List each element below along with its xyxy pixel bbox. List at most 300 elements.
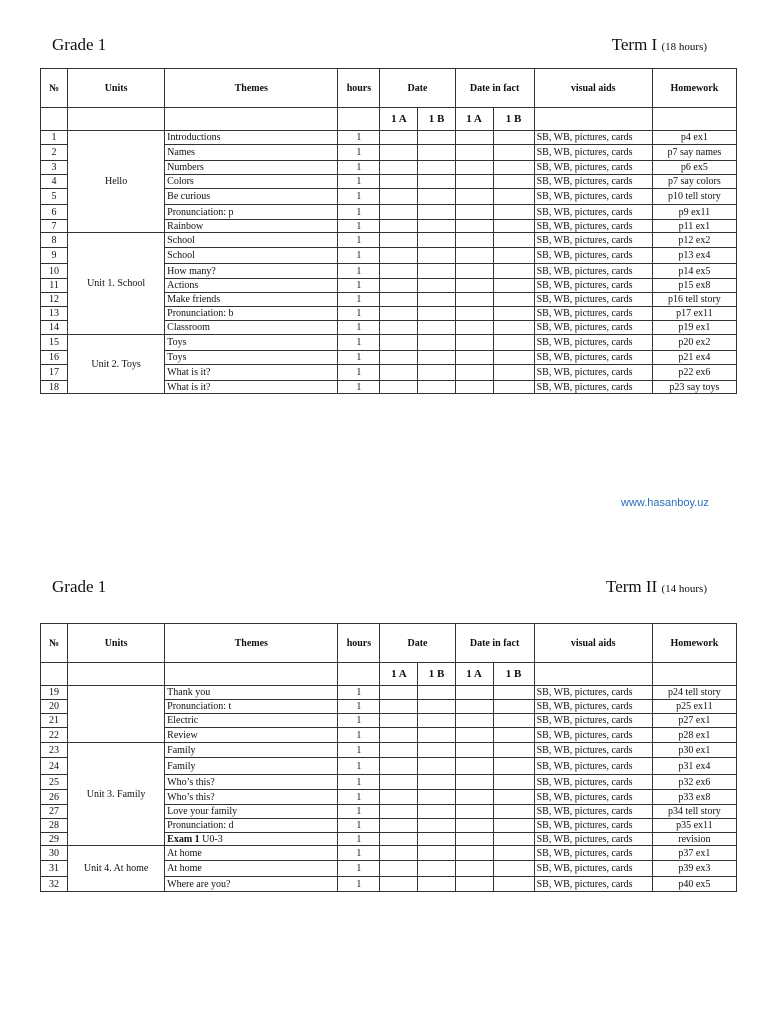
homework: p6 ex5 — [652, 161, 736, 175]
date-cell[interactable] — [455, 714, 493, 728]
date-cell[interactable] — [380, 714, 418, 728]
date-cell[interactable] — [380, 790, 418, 805]
date-cell[interactable] — [455, 189, 493, 205]
date-cell[interactable] — [493, 351, 534, 365]
subheader-row — [41, 663, 737, 686]
lesson-hours: 1 — [338, 805, 380, 819]
lesson-theme: Numbers — [165, 161, 338, 175]
lesson-theme: Classroom — [165, 321, 338, 335]
grade-title: Grade 1 — [52, 577, 107, 596]
date-cell[interactable] — [418, 775, 455, 790]
date-cell[interactable] — [493, 175, 534, 189]
homework: p27 ex1 — [652, 714, 736, 728]
blank-cell — [338, 108, 380, 131]
visual-aids: SB, WB, pictures, cards — [534, 381, 652, 394]
date-cell[interactable] — [455, 381, 493, 394]
blank-cell — [652, 108, 736, 131]
date-cell[interactable] — [493, 743, 534, 758]
date-cell[interactable] — [455, 233, 493, 248]
unit-name: Unit 1. School — [68, 233, 165, 335]
visual-aids: SB, WB, pictures, cards — [534, 833, 652, 846]
lesson-number: 15 — [41, 335, 68, 351]
blank-cell — [534, 663, 652, 686]
date-cell[interactable] — [493, 279, 534, 293]
blank-cell — [68, 663, 165, 686]
date-cell[interactable] — [418, 205, 455, 220]
date-cell[interactable] — [380, 321, 418, 335]
date-cell[interactable] — [455, 805, 493, 819]
lesson-theme: Thank you — [165, 686, 338, 700]
date-cell[interactable] — [493, 728, 534, 743]
date-cell[interactable] — [455, 248, 493, 264]
homework: p10 tell story — [652, 189, 736, 205]
visual-aids: SB, WB, pictures, cards — [534, 264, 652, 279]
date-cell[interactable] — [380, 381, 418, 394]
homework-header: Homework — [652, 69, 736, 108]
date-cell[interactable] — [418, 351, 455, 365]
visual-aids: SB, WB, pictures, cards — [534, 131, 652, 145]
class-subheader: 1 B — [493, 108, 534, 131]
date-cell[interactable] — [418, 145, 455, 161]
lesson-hours: 1 — [338, 861, 380, 877]
date-cell[interactable] — [455, 175, 493, 189]
date-cell[interactable] — [493, 714, 534, 728]
date-cell[interactable] — [493, 264, 534, 279]
homework: p30 ex1 — [652, 743, 736, 758]
term-label: Term I — [611, 35, 658, 54]
date-cell[interactable] — [455, 846, 493, 861]
date-cell[interactable] — [455, 833, 493, 846]
date-cell[interactable] — [380, 248, 418, 264]
hours-header: hours — [338, 69, 380, 108]
date-cell[interactable] — [380, 175, 418, 189]
visual-aids: SB, WB, pictures, cards — [534, 877, 652, 892]
date-cell[interactable] — [455, 131, 493, 145]
date-cell[interactable] — [418, 805, 455, 819]
date-cell[interactable] — [380, 351, 418, 365]
lesson-theme: What is it? — [165, 365, 338, 381]
date-cell[interactable] — [380, 861, 418, 877]
unit-name — [68, 686, 165, 743]
date-cell[interactable] — [493, 686, 534, 700]
lesson-number: 31 — [41, 861, 68, 877]
lesson-number: 8 — [41, 233, 68, 248]
subheader-row — [41, 108, 737, 131]
date-cell[interactable] — [455, 220, 493, 233]
lesson-hours: 1 — [338, 307, 380, 321]
date-cell[interactable] — [493, 805, 534, 819]
visual-aids: SB, WB, pictures, cards — [534, 161, 652, 175]
homework: p39 ex3 — [652, 861, 736, 877]
date-cell[interactable] — [493, 758, 534, 775]
visual-aids: SB, WB, pictures, cards — [534, 714, 652, 728]
date-cell[interactable] — [493, 233, 534, 248]
lesson-number: 16 — [41, 351, 68, 365]
class-subheader: 1 A — [380, 663, 418, 686]
lesson-theme: How many? — [165, 264, 338, 279]
date-cell[interactable] — [418, 293, 455, 307]
lesson-theme: Names — [165, 145, 338, 161]
date-cell[interactable] — [418, 307, 455, 321]
class-subheader: 1 A — [455, 108, 493, 131]
date-cell[interactable] — [493, 145, 534, 161]
lesson-number: 29 — [41, 833, 68, 846]
date-cell[interactable] — [380, 743, 418, 758]
lesson-number: 14 — [41, 321, 68, 335]
lesson-number: 19 — [41, 686, 68, 700]
date-cell[interactable] — [418, 743, 455, 758]
lesson-theme: Colors — [165, 175, 338, 189]
lesson-number: 13 — [41, 307, 68, 321]
date-cell[interactable] — [418, 846, 455, 861]
date-cell[interactable] — [418, 714, 455, 728]
lesson-hours: 1 — [338, 293, 380, 307]
date-cell[interactable] — [493, 161, 534, 175]
unit-name: Unit 4. At home — [68, 846, 165, 892]
lesson-number: 32 — [41, 877, 68, 892]
lesson-hours: 1 — [338, 381, 380, 394]
lesson-number: 30 — [41, 846, 68, 861]
lesson-plan-table — [40, 623, 737, 892]
date-cell[interactable] — [418, 233, 455, 248]
homework: p20 ex2 — [652, 335, 736, 351]
lesson-hours: 1 — [338, 161, 380, 175]
lesson-theme: Who’s this? — [165, 790, 338, 805]
date-cell[interactable] — [418, 686, 455, 700]
date-cell[interactable] — [380, 775, 418, 790]
homework: p9 ex11 — [652, 205, 736, 220]
homework: p40 ex5 — [652, 877, 736, 892]
lesson-number: 17 — [41, 365, 68, 381]
lesson-number: 26 — [41, 790, 68, 805]
date-cell[interactable] — [455, 728, 493, 743]
date-cell[interactable] — [380, 189, 418, 205]
date-cell[interactable] — [455, 293, 493, 307]
date-cell[interactable] — [418, 381, 455, 394]
class-subheader: 1 B — [493, 663, 534, 686]
lesson-hours: 1 — [338, 175, 380, 189]
date-cell[interactable] — [380, 293, 418, 307]
date-cell[interactable] — [493, 877, 534, 892]
lesson-number: 25 — [41, 775, 68, 790]
lesson-theme: Pronunciation: b — [165, 307, 338, 321]
date-cell[interactable] — [380, 145, 418, 161]
date-cell[interactable] — [493, 790, 534, 805]
date-cell[interactable] — [418, 161, 455, 175]
lesson-hours: 1 — [338, 758, 380, 775]
visual-aids: SB, WB, pictures, cards — [534, 686, 652, 700]
visual-aids: SB, WB, pictures, cards — [534, 700, 652, 714]
lesson-number: 11 — [41, 279, 68, 293]
date-cell[interactable] — [455, 790, 493, 805]
lesson-number: 1 — [41, 131, 68, 145]
date-cell[interactable] — [418, 321, 455, 335]
visual-aids: SB, WB, pictures, cards — [534, 365, 652, 381]
lesson-row — [41, 233, 737, 248]
lesson-hours: 1 — [338, 189, 380, 205]
homework: p13 ex4 — [652, 248, 736, 264]
date-cell[interactable] — [380, 365, 418, 381]
date-in-fact-header: Date in fact — [455, 69, 534, 108]
date-cell[interactable] — [380, 833, 418, 846]
lesson-theme: Be curious — [165, 189, 338, 205]
date-cell[interactable] — [455, 365, 493, 381]
lesson-row — [41, 846, 737, 861]
date-cell[interactable] — [455, 743, 493, 758]
date-cell[interactable] — [455, 775, 493, 790]
term-label: Term II — [606, 577, 658, 596]
lesson-hours: 1 — [338, 877, 380, 892]
lesson-number: 28 — [41, 819, 68, 833]
lesson-hours: 1 — [338, 248, 380, 264]
date-header: Date — [380, 69, 455, 108]
header-row — [41, 69, 737, 108]
date-cell[interactable] — [493, 819, 534, 833]
lesson-theme: Rainbow — [165, 220, 338, 233]
lesson-hours: 1 — [338, 365, 380, 381]
date-cell[interactable] — [380, 728, 418, 743]
visual-aids-header: visual aids — [534, 69, 652, 108]
date-cell[interactable] — [493, 248, 534, 264]
lesson-number: 7 — [41, 220, 68, 233]
lesson-theme: Toys — [165, 335, 338, 351]
date-cell[interactable] — [455, 351, 493, 365]
exam-label: Exam 1 — [167, 833, 200, 845]
date-cell[interactable] — [380, 335, 418, 351]
lesson-theme: School — [165, 233, 338, 248]
homework: p19 ex1 — [652, 321, 736, 335]
date-cell[interactable] — [380, 700, 418, 714]
homework: p4 ex1 — [652, 131, 736, 145]
lesson-number: 9 — [41, 248, 68, 264]
date-cell[interactable] — [418, 279, 455, 293]
visual-aids: SB, WB, pictures, cards — [534, 743, 652, 758]
lesson-theme: Review — [165, 728, 338, 743]
lesson-row — [41, 335, 737, 351]
homework: p31 ex4 — [652, 758, 736, 775]
lesson-row — [41, 131, 737, 145]
lesson-hours: 1 — [338, 264, 380, 279]
class-subheader: 1 A — [455, 663, 493, 686]
blank-cell — [41, 108, 68, 131]
unit-name: Unit 2. Toys — [68, 335, 165, 394]
lesson-hours: 1 — [338, 145, 380, 161]
visual-aids: SB, WB, pictures, cards — [534, 233, 652, 248]
date-cell[interactable] — [380, 877, 418, 892]
date-cell[interactable] — [380, 307, 418, 321]
date-cell[interactable] — [380, 161, 418, 175]
date-cell[interactable] — [493, 293, 534, 307]
date-cell[interactable] — [380, 819, 418, 833]
lesson-hours: 1 — [338, 279, 380, 293]
visual-aids: SB, WB, pictures, cards — [534, 189, 652, 205]
homework: p25 ex11 — [652, 700, 736, 714]
date-cell[interactable] — [380, 233, 418, 248]
lesson-number: 27 — [41, 805, 68, 819]
date-cell[interactable] — [455, 264, 493, 279]
visual-aids: SB, WB, pictures, cards — [534, 220, 652, 233]
date-cell[interactable] — [493, 307, 534, 321]
date-cell[interactable] — [455, 307, 493, 321]
date-cell[interactable] — [493, 833, 534, 846]
date-cell[interactable] — [455, 758, 493, 775]
lesson-theme: Who’s this? — [165, 775, 338, 790]
date-cell[interactable] — [380, 279, 418, 293]
date-cell[interactable] — [418, 700, 455, 714]
homework: p7 say colors — [652, 175, 736, 189]
themes-header: Themes — [165, 69, 338, 108]
homework: revision — [652, 833, 736, 846]
class-subheader: 1 B — [418, 108, 455, 131]
date-cell[interactable] — [380, 131, 418, 145]
lesson-hours: 1 — [338, 743, 380, 758]
date-cell[interactable] — [455, 819, 493, 833]
homework: p11 ex1 — [652, 220, 736, 233]
date-cell[interactable] — [455, 279, 493, 293]
date-cell[interactable] — [455, 321, 493, 335]
lesson-number: 18 — [41, 381, 68, 394]
lesson-number: 3 — [41, 161, 68, 175]
homework: p33 ex8 — [652, 790, 736, 805]
date-cell[interactable] — [455, 700, 493, 714]
blank-cell — [165, 663, 338, 686]
homework: p15 ex8 — [652, 279, 736, 293]
visual-aids: SB, WB, pictures, cards — [534, 775, 652, 790]
date-cell[interactable] — [493, 205, 534, 220]
date-cell[interactable] — [418, 861, 455, 877]
lesson-number: 21 — [41, 714, 68, 728]
date-cell[interactable] — [418, 728, 455, 743]
blank-cell — [165, 108, 338, 131]
date-cell[interactable] — [455, 335, 493, 351]
date-cell[interactable] — [418, 365, 455, 381]
visual-aids: SB, WB, pictures, cards — [534, 351, 652, 365]
date-cell[interactable] — [418, 175, 455, 189]
header-row — [41, 624, 737, 663]
date-cell[interactable] — [493, 321, 534, 335]
date-cell[interactable] — [493, 381, 534, 394]
lesson-theme: Pronunciation: t — [165, 700, 338, 714]
units-header: Units — [68, 69, 165, 108]
lesson-hours: 1 — [338, 220, 380, 233]
lesson-hours: 1 — [338, 335, 380, 351]
lesson-plan-table — [40, 68, 737, 394]
date-header: Date — [380, 624, 455, 663]
homework: p17 ex11 — [652, 307, 736, 321]
homework: p32 ex6 — [652, 775, 736, 790]
date-cell[interactable] — [380, 846, 418, 861]
date-cell[interactable] — [418, 790, 455, 805]
num-header: № — [41, 69, 68, 108]
date-cell[interactable] — [455, 205, 493, 220]
term-hours: (14 hours) — [661, 583, 707, 595]
date-cell[interactable] — [493, 189, 534, 205]
date-cell[interactable] — [455, 145, 493, 161]
lesson-hours: 1 — [338, 321, 380, 335]
lesson-theme: Love your family — [165, 805, 338, 819]
date-cell[interactable] — [418, 877, 455, 892]
date-cell[interactable] — [418, 220, 455, 233]
lesson-number: 22 — [41, 728, 68, 743]
date-cell[interactable] — [380, 805, 418, 819]
visual-aids: SB, WB, pictures, cards — [534, 335, 652, 351]
visual-aids: SB, WB, pictures, cards — [534, 846, 652, 861]
date-cell[interactable] — [493, 775, 534, 790]
lesson-number: 23 — [41, 743, 68, 758]
unit-name: Unit 3. Family — [68, 743, 165, 846]
date-cell[interactable] — [455, 161, 493, 175]
lesson-theme: Family — [165, 758, 338, 775]
date-cell[interactable] — [380, 758, 418, 775]
date-cell[interactable] — [380, 686, 418, 700]
date-cell[interactable] — [493, 846, 534, 861]
homework: p24 tell story — [652, 686, 736, 700]
date-cell[interactable] — [418, 819, 455, 833]
date-cell[interactable] — [380, 264, 418, 279]
date-cell[interactable] — [455, 877, 493, 892]
homework: p28 ex1 — [652, 728, 736, 743]
website-link[interactable]: www.hasanboy.uz — [621, 497, 709, 509]
date-cell[interactable] — [380, 205, 418, 220]
lesson-hours: 1 — [338, 131, 380, 145]
lesson-theme: Family — [165, 743, 338, 758]
date-cell[interactable] — [418, 248, 455, 264]
date-cell[interactable] — [455, 686, 493, 700]
date-cell[interactable] — [455, 861, 493, 877]
lesson-theme: At home — [165, 846, 338, 861]
date-cell[interactable] — [380, 220, 418, 233]
lesson-hours: 1 — [338, 700, 380, 714]
lesson-number: 24 — [41, 758, 68, 775]
date-cell[interactable] — [493, 220, 534, 233]
date-in-fact-header: Date in fact — [455, 624, 534, 663]
homework-header: Homework — [652, 624, 736, 663]
themes-header: Themes — [165, 624, 338, 663]
blank-cell — [68, 108, 165, 131]
visual-aids: SB, WB, pictures, cards — [534, 175, 652, 189]
date-cell[interactable] — [418, 758, 455, 775]
lesson-hours: 1 — [338, 205, 380, 220]
homework: p7 say names — [652, 145, 736, 161]
date-cell[interactable] — [418, 189, 455, 205]
lesson-number: 4 — [41, 175, 68, 189]
visual-aids: SB, WB, pictures, cards — [534, 205, 652, 220]
visual-aids: SB, WB, pictures, cards — [534, 293, 652, 307]
blank-cell — [652, 663, 736, 686]
class-subheader: 1 B — [418, 663, 455, 686]
date-cell[interactable] — [418, 131, 455, 145]
date-cell[interactable] — [493, 365, 534, 381]
homework: p14 ex5 — [652, 264, 736, 279]
date-cell[interactable] — [418, 264, 455, 279]
date-cell[interactable] — [493, 700, 534, 714]
date-cell[interactable] — [418, 335, 455, 351]
visual-aids-header: visual aids — [534, 624, 652, 663]
visual-aids: SB, WB, pictures, cards — [534, 321, 652, 335]
lesson-hours: 1 — [338, 686, 380, 700]
date-cell[interactable] — [493, 131, 534, 145]
date-cell[interactable] — [418, 833, 455, 846]
lesson-theme: Toys — [165, 351, 338, 365]
lesson-hours: 1 — [338, 790, 380, 805]
lesson-theme: What is it? — [165, 381, 338, 394]
date-cell[interactable] — [493, 861, 534, 877]
visual-aids: SB, WB, pictures, cards — [534, 248, 652, 264]
date-cell[interactable] — [493, 335, 534, 351]
lesson-theme: Make friends — [165, 293, 338, 307]
lesson-hours: 1 — [338, 819, 380, 833]
units-header: Units — [68, 624, 165, 663]
